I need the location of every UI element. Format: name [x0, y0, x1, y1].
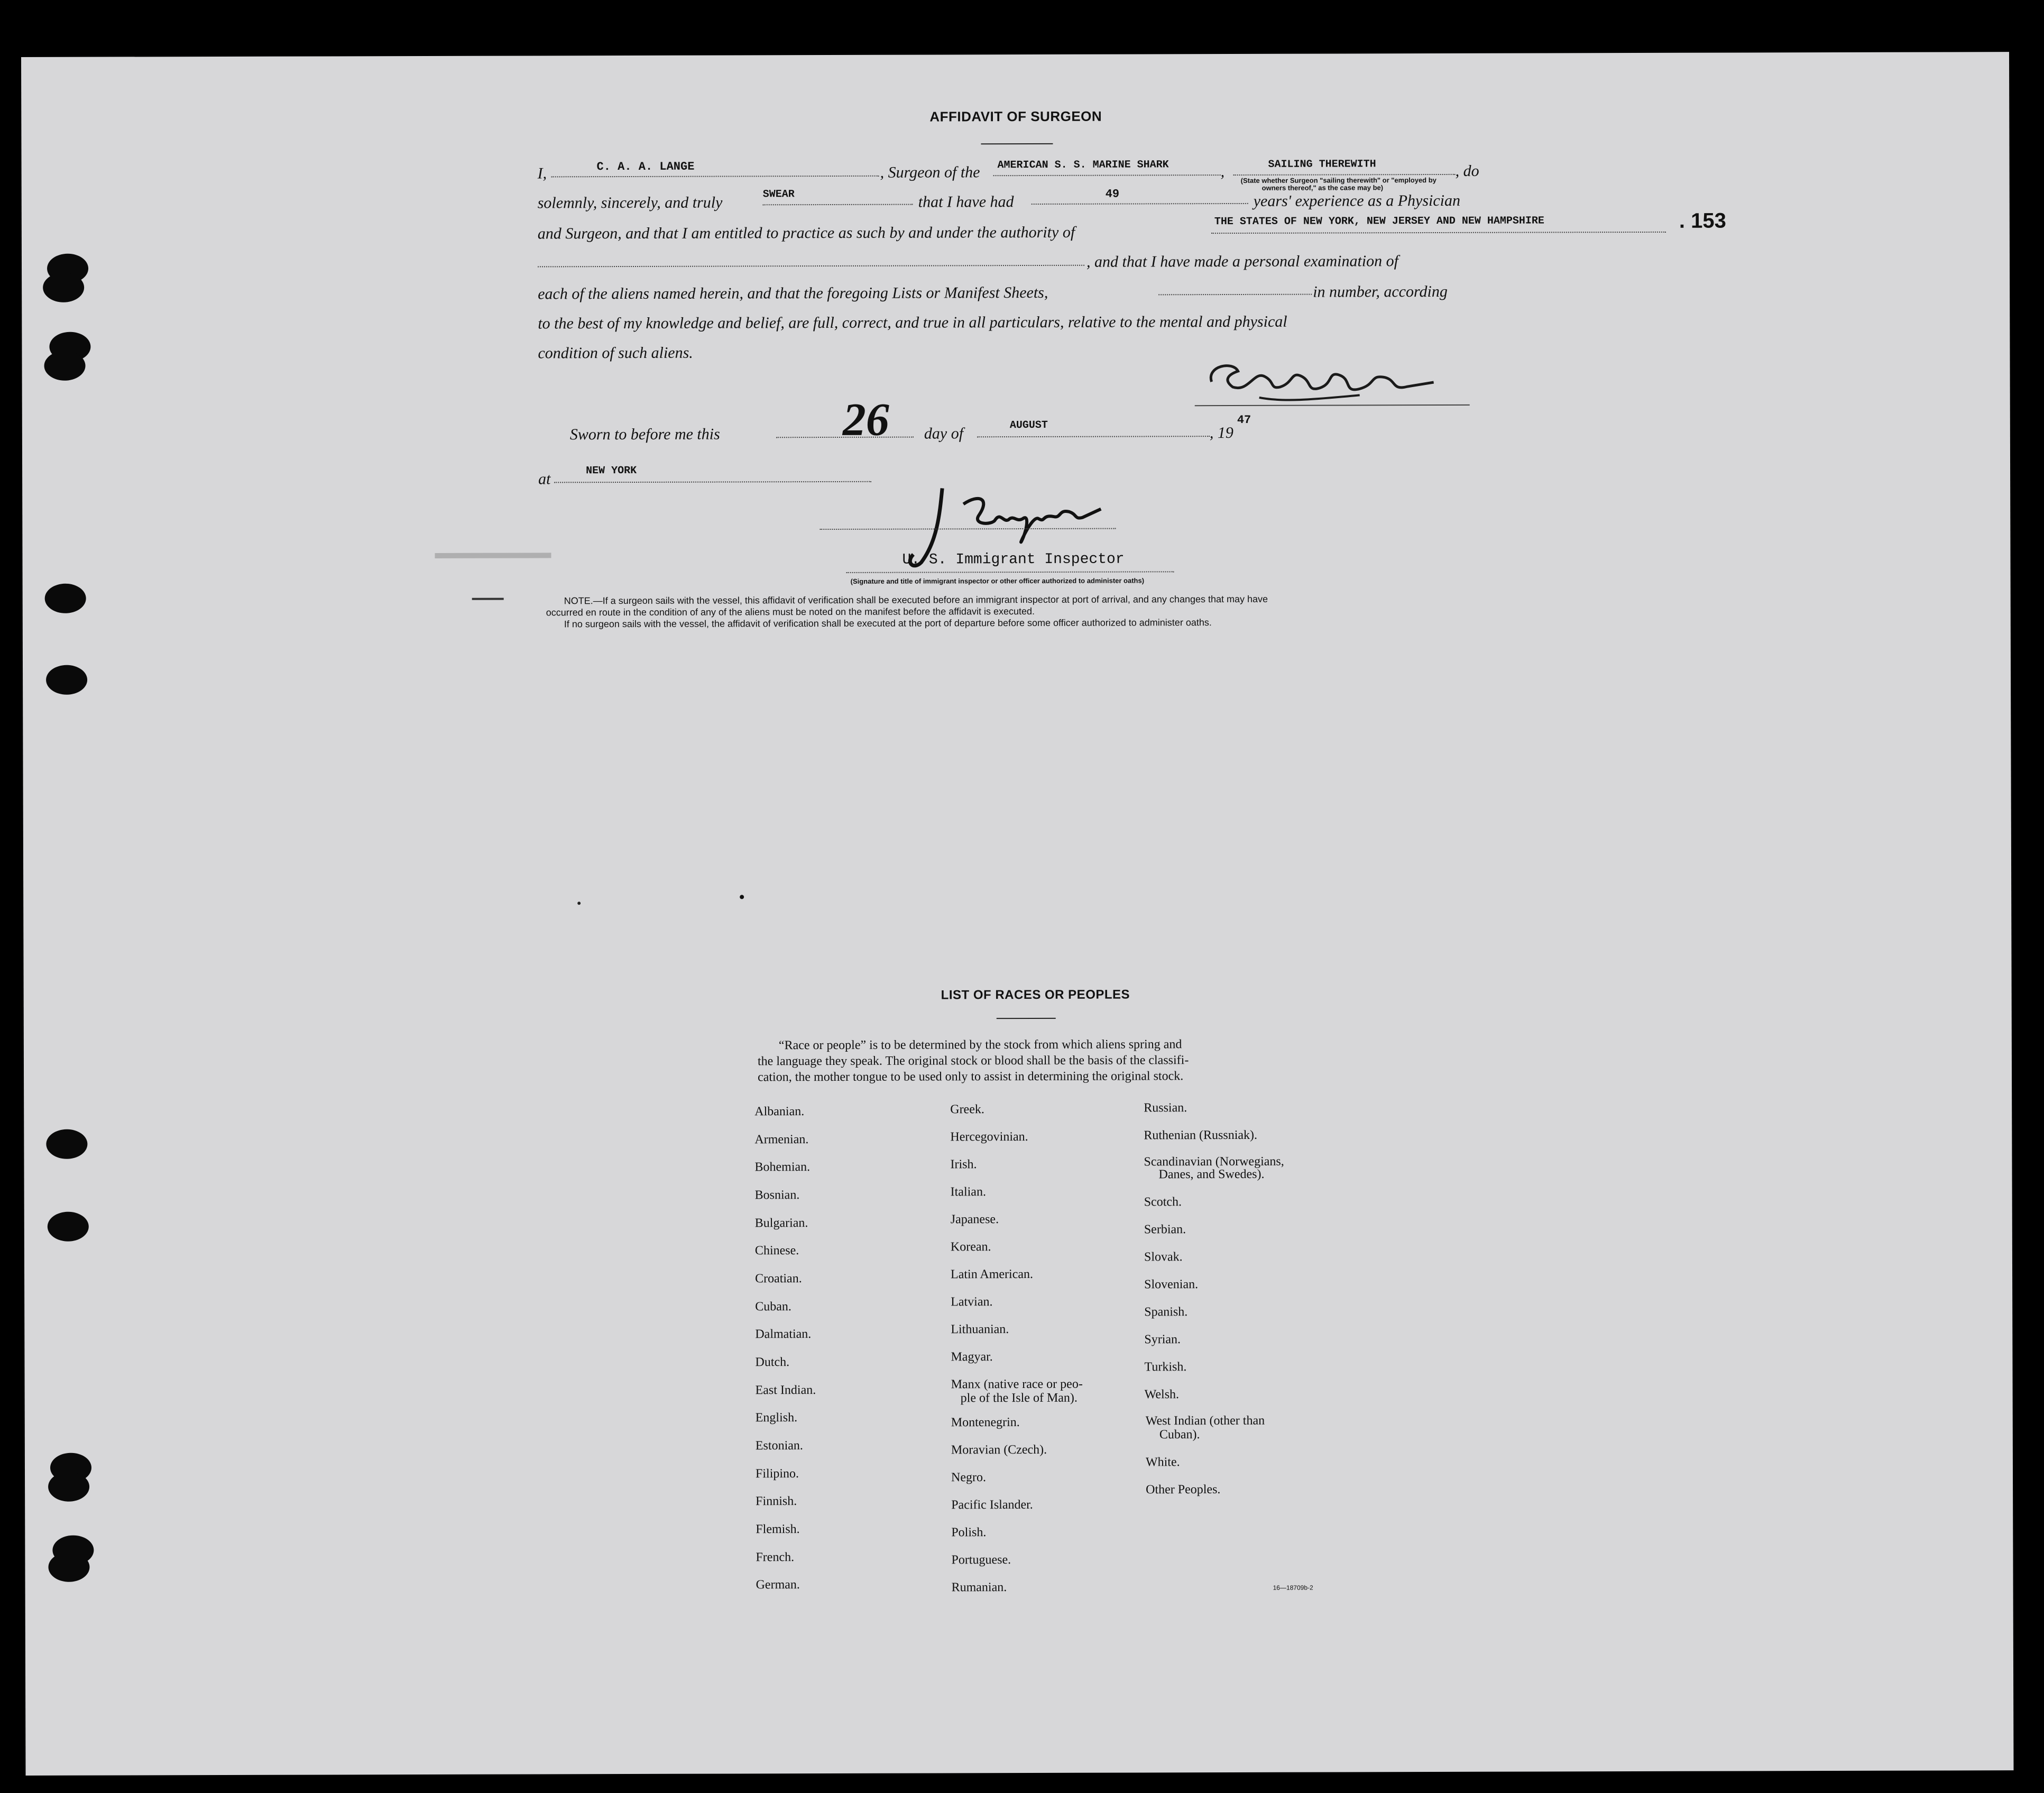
affidavit-title: AFFIDAVIT OF SURGEON	[929, 108, 1102, 125]
race-item: Hercegovinian.	[950, 1130, 1028, 1144]
race-item: Syrian.	[1144, 1332, 1181, 1347]
race-item: Turkish.	[1144, 1360, 1187, 1374]
surgeon-name-line	[551, 176, 879, 178]
race-item: Italian.	[950, 1185, 986, 1199]
races-intro-3: cation, the mother tongue to be used only to assist in determining the original stock.	[758, 1069, 1184, 1084]
note-line-1: NOTE.—If a surgeon sails with the vessel, this affidavit of verification shall be executed before an immigrant inspector at port of arrival, and any changes that may have	[564, 593, 1268, 606]
note-line-3: If no surgeon sails with the vessel, the affidavit of verification shall be executed at the port of departure before some officer authorized to administer oaths.	[564, 617, 1212, 630]
race-item: Montenegrin.	[951, 1415, 1020, 1430]
vessel-name: AMERICAN S. S. MARINE SHARK	[997, 159, 1169, 172]
note-line-2: occurred en route in the condition of any of the aliens must be noted on the manifest before the affidavit is executed.	[546, 605, 1035, 618]
race-item: Magyar.	[951, 1350, 993, 1364]
inspector-title: U. S. Immigrant Inspector	[902, 551, 1125, 568]
punch-hole	[48, 1212, 89, 1242]
sailing-note-2: owners thereof," as the case may be)	[1262, 183, 1384, 192]
punch-hole	[43, 273, 84, 302]
title-underline	[981, 143, 1053, 144]
race-item: French.	[756, 1550, 795, 1565]
line1-comma: ,	[1220, 163, 1225, 181]
race-item: Finnish.	[756, 1494, 797, 1509]
inspector-caption: (Signature and title of immigrant inspector or other officer authorized to administer oaths)	[850, 576, 1145, 585]
race-item: Dalmatian.	[755, 1327, 812, 1341]
race-item: Scandinavian (Norwegians,	[1144, 1154, 1284, 1169]
smudge	[472, 598, 504, 600]
punch-hole	[48, 1552, 89, 1582]
page-number: . 153	[1679, 209, 1726, 233]
race-item: German.	[756, 1578, 800, 1592]
race-item: Chinese.	[754, 1244, 799, 1258]
line1-end: , do	[1455, 162, 1479, 180]
smudge	[577, 902, 581, 905]
race-item: Danes, and Swedes).	[1158, 1167, 1265, 1182]
race-item: Croatian.	[755, 1272, 802, 1286]
race-item: Spanish.	[1144, 1305, 1188, 1319]
smudge	[740, 895, 744, 899]
sailing-line	[1233, 174, 1456, 176]
authority-line	[1211, 232, 1666, 234]
race-item: Portuguese.	[951, 1553, 1011, 1567]
at-place: NEW YORK	[586, 464, 637, 477]
punch-hole	[46, 665, 87, 695]
race-item: Irish.	[950, 1157, 977, 1172]
race-item: Serbian.	[1144, 1222, 1186, 1237]
authority-continued-line	[538, 265, 1084, 268]
sailing-note-1: (State whether Surgeon "sailing therewith" or "employed by	[1240, 176, 1437, 185]
races-title-underline	[997, 1018, 1056, 1019]
race-item: Russian.	[1144, 1101, 1187, 1115]
race-item: Albanian.	[754, 1105, 805, 1119]
line2-end: years' experience as a Physician	[1253, 191, 1461, 210]
race-item: Greek.	[950, 1102, 984, 1117]
surgeon-signature	[1201, 350, 1454, 413]
race-item: Bosnian.	[754, 1188, 800, 1202]
form-number: 16—18709b-2	[1273, 1584, 1313, 1592]
oath-line	[763, 204, 913, 206]
race-item: Ruthenian (Russniak).	[1144, 1128, 1258, 1143]
races-intro-2: the language they speak. The original stock or blood shall be the basis of the classifi-	[757, 1053, 1189, 1069]
races-title: LIST OF RACES OR PEOPLES	[941, 987, 1130, 1003]
race-item: White.	[1145, 1455, 1180, 1469]
race-item: ple of the Isle of Man).	[960, 1391, 1078, 1405]
punch-hole	[45, 584, 86, 613]
at-label: at	[538, 470, 551, 488]
punch-hole	[44, 351, 85, 381]
line1-mid: , Surgeon of the	[880, 163, 980, 181]
race-item: Flemish.	[756, 1522, 800, 1537]
line1-start: I,	[537, 164, 547, 182]
sworn-label: Sworn to before me this	[569, 425, 720, 444]
race-item: Slovak.	[1144, 1250, 1183, 1264]
year-prefix: , 19	[1209, 424, 1233, 442]
authority: THE STATES OF NEW YORK, NEW JERSEY AND NEW HAMPSHIRE	[1214, 215, 1544, 228]
oath-type: SWEAR	[762, 188, 795, 201]
race-item: English.	[755, 1411, 798, 1425]
sworn-mid: day of	[924, 425, 964, 443]
race-item: Manx (native race or peo-	[951, 1377, 1083, 1392]
race-item: Lithuanian.	[951, 1322, 1009, 1337]
race-item: Scotch.	[1144, 1195, 1182, 1209]
race-item: Rumanian.	[951, 1580, 1007, 1595]
sworn-month-line	[977, 436, 1210, 437]
years-experience: 49	[1105, 187, 1120, 201]
smudge	[435, 553, 551, 558]
race-item: West Indian (other than	[1145, 1413, 1265, 1428]
line4: , and that I have made a personal examination of	[1086, 252, 1398, 271]
race-item: Armenian.	[754, 1133, 809, 1147]
race-item: Dutch.	[755, 1355, 790, 1369]
race-item: Negro.	[951, 1470, 987, 1485]
document-page	[21, 52, 2013, 1776]
vessel-line	[993, 174, 1221, 176]
line3-start: and Surgeon, and that I am entitled to practice as such by and under the authority of	[537, 223, 1075, 243]
line6: to the best of my knowledge and belief, are full, correct, and true in all particulars, relative to the mental and physical	[538, 312, 1287, 333]
race-item: Bohemian.	[754, 1160, 811, 1174]
race-item: Cuban).	[1159, 1428, 1200, 1442]
race-item: Japanese.	[950, 1212, 999, 1227]
race-item: Latvian.	[951, 1295, 993, 1309]
race-item: Cuban.	[755, 1300, 791, 1314]
sworn-day: 26	[842, 394, 889, 446]
sailing-status: SAILING THEREWITH	[1268, 158, 1376, 171]
race-item: Estonian.	[755, 1439, 803, 1453]
line2-start: solemnly, sincerely, and truly	[537, 194, 723, 212]
line7: condition of such aliens.	[538, 344, 693, 362]
race-item: Slovenian.	[1144, 1277, 1199, 1292]
race-item: Latin American.	[950, 1267, 1034, 1282]
race-item: East Indian.	[755, 1383, 816, 1397]
surgeon-name: C. A. A. LANGE	[596, 160, 695, 174]
race-item: Pacific Islander.	[951, 1497, 1033, 1512]
race-item: Bulgarian.	[754, 1216, 808, 1230]
race-item: Other Peoples.	[1146, 1483, 1221, 1497]
at-place-line	[554, 481, 871, 483]
line5-end: in number, according	[1313, 282, 1448, 301]
line5-start: each of the aliens named herein, and that the foregoing Lists or Manifest Sheets,	[538, 283, 1048, 303]
race-item: Welsh.	[1144, 1387, 1180, 1402]
punch-hole	[48, 1472, 89, 1502]
race-item: Filipino.	[755, 1467, 799, 1481]
line2-mid: that I have had	[918, 193, 1014, 211]
race-item: Korean.	[950, 1240, 991, 1254]
race-item: Moravian (Czech).	[951, 1442, 1047, 1457]
races-intro-1: “Race or people” is to be determined by the stock from which aliens spring and	[778, 1037, 1182, 1053]
punch-hole	[46, 1129, 87, 1159]
race-item: Polish.	[951, 1525, 987, 1540]
manifest-count-line	[1158, 294, 1312, 296]
year-suffix: 47	[1237, 413, 1251, 427]
sworn-month: AUGUST	[1009, 419, 1048, 432]
years-line	[1032, 203, 1248, 205]
